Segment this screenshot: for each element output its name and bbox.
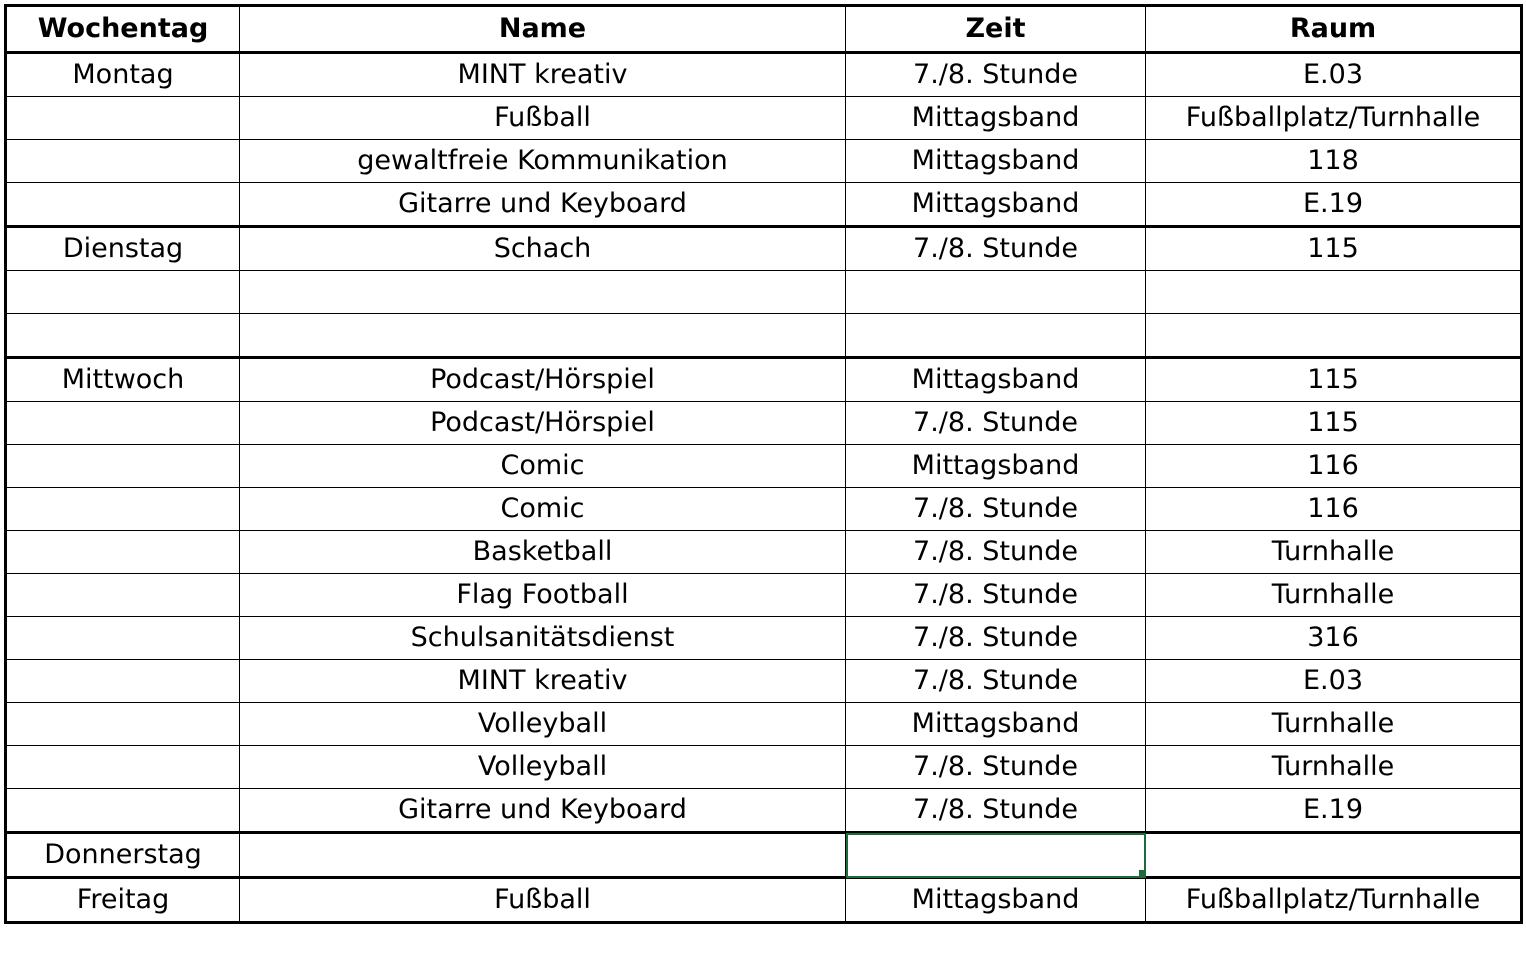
cell-zeit[interactable]: 7./8. Stunde <box>846 660 1146 703</box>
cell-wochentag[interactable] <box>6 703 240 746</box>
table-row <box>6 746 1522 789</box>
cell-zeit[interactable]: Mittagsband <box>846 140 1146 183</box>
cell-wochentag[interactable] <box>6 488 240 531</box>
cell-zeit[interactable]: 7./8. Stunde <box>846 574 1146 617</box>
cell-wochentag[interactable] <box>6 746 240 789</box>
cell-wochentag[interactable] <box>6 271 240 314</box>
cell-raum[interactable]: Turnhalle <box>1146 746 1522 789</box>
cell-raum[interactable]: E.03 <box>1146 660 1522 703</box>
cell-name[interactable]: Volleyball <box>240 703 846 746</box>
table-row <box>6 140 1522 183</box>
cell-raum[interactable]: 116 <box>1146 445 1522 488</box>
cell-zeit[interactable]: 7./8. Stunde <box>846 531 1146 574</box>
table-row <box>6 789 1522 833</box>
cell-wochentag[interactable]: Donnerstag <box>6 833 240 878</box>
cell-raum[interactable]: Turnhalle <box>1146 574 1522 617</box>
cell-zeit[interactable]: 7./8. Stunde <box>846 617 1146 660</box>
cell-name[interactable]: Comic <box>240 488 846 531</box>
cell-name[interactable]: Podcast/Hörspiel <box>240 358 846 402</box>
cell-zeit[interactable] <box>846 314 1146 358</box>
cell-raum[interactable]: Turnhalle <box>1146 703 1522 746</box>
table-row <box>6 53 1522 97</box>
cell-raum[interactable]: E.19 <box>1146 183 1522 227</box>
cell-raum[interactable]: 115 <box>1146 402 1522 445</box>
cell-zeit[interactable]: 7./8. Stunde <box>846 789 1146 833</box>
cell-raum[interactable]: Turnhalle <box>1146 531 1522 574</box>
cell-name[interactable]: Podcast/Hörspiel <box>240 402 846 445</box>
cell-name[interactable]: Comic <box>240 445 846 488</box>
cell-wochentag[interactable]: Mittwoch <box>6 358 240 402</box>
table-row <box>6 833 1522 878</box>
cell-wochentag[interactable] <box>6 617 240 660</box>
table-row <box>6 227 1522 271</box>
cell-wochentag[interactable] <box>6 97 240 140</box>
cell-name[interactable]: Schach <box>240 227 846 271</box>
cell-name[interactable]: Gitarre und Keyboard <box>240 789 846 833</box>
column-header-name[interactable]: Name <box>240 6 846 53</box>
cell-raum[interactable]: 115 <box>1146 227 1522 271</box>
cell-wochentag[interactable] <box>6 660 240 703</box>
table-row <box>6 358 1522 402</box>
cell-zeit[interactable]: Mittagsband <box>846 445 1146 488</box>
cell-raum[interactable] <box>1146 271 1522 314</box>
table-row <box>6 878 1522 923</box>
cell-name[interactable] <box>240 314 846 358</box>
cell-wochentag[interactable] <box>6 402 240 445</box>
cell-name[interactable]: Fußball <box>240 878 846 923</box>
cell-zeit[interactable]: 7./8. Stunde <box>846 227 1146 271</box>
cell-zeit[interactable]: Mittagsband <box>846 878 1146 923</box>
table-row <box>6 271 1522 314</box>
cell-raum[interactable]: Fußballplatz/Turnhalle <box>1146 97 1522 140</box>
table-row <box>6 445 1522 488</box>
cell-name[interactable]: Flag Football <box>240 574 846 617</box>
header-row <box>6 6 1522 53</box>
table-row <box>6 660 1522 703</box>
table-row <box>6 97 1522 140</box>
cell-wochentag[interactable] <box>6 574 240 617</box>
cell-name[interactable] <box>240 833 846 878</box>
timetable <box>4 4 1523 924</box>
cell-raum[interactable]: E.19 <box>1146 789 1522 833</box>
cell-zeit[interactable]: 7./8. Stunde <box>846 746 1146 789</box>
cell-raum[interactable]: 115 <box>1146 358 1522 402</box>
cell-name[interactable]: Fußball <box>240 97 846 140</box>
table-row <box>6 617 1522 660</box>
table-row <box>6 703 1522 746</box>
cell-wochentag[interactable] <box>6 183 240 227</box>
table-row <box>6 574 1522 617</box>
cell-name[interactable]: gewaltfreie Kommunikation <box>240 140 846 183</box>
column-header-raum[interactable]: Raum <box>1146 6 1522 53</box>
cell-zeit[interactable]: 7./8. Stunde <box>846 488 1146 531</box>
cell-name[interactable]: MINT kreativ <box>240 660 846 703</box>
table-row <box>6 402 1522 445</box>
cell-wochentag[interactable]: Montag <box>6 53 240 97</box>
cell-raum[interactable] <box>1146 314 1522 358</box>
table-row <box>6 488 1522 531</box>
cell-name[interactable] <box>240 271 846 314</box>
cell-zeit[interactable]: 7./8. Stunde <box>846 53 1146 97</box>
cell-name[interactable]: Volleyball <box>240 746 846 789</box>
table-row <box>6 531 1522 574</box>
cell-name[interactable]: Basketball <box>240 531 846 574</box>
cell-zeit-selected[interactable] <box>846 833 1146 878</box>
cell-zeit[interactable]: 7./8. Stunde <box>846 402 1146 445</box>
table-row <box>6 183 1522 227</box>
column-header-wochentag[interactable]: Wochentag <box>6 6 240 53</box>
cell-wochentag[interactable]: Dienstag <box>6 227 240 271</box>
cell-raum[interactable] <box>1146 833 1522 878</box>
cell-zeit[interactable] <box>846 271 1146 314</box>
cell-raum[interactable]: 116 <box>1146 488 1522 531</box>
cell-wochentag[interactable] <box>6 314 240 358</box>
cell-name[interactable]: Schulsanitätsdienst <box>240 617 846 660</box>
cell-name[interactable]: Gitarre und Keyboard <box>240 183 846 227</box>
cell-wochentag[interactable] <box>6 789 240 833</box>
cell-zeit[interactable]: Mittagsband <box>846 183 1146 227</box>
cell-zeit[interactable]: Mittagsband <box>846 703 1146 746</box>
cell-zeit[interactable]: Mittagsband <box>846 97 1146 140</box>
fill-handle[interactable] <box>1139 870 1146 877</box>
cell-raum[interactable]: 118 <box>1146 140 1522 183</box>
cell-wochentag[interactable] <box>6 140 240 183</box>
cell-wochentag[interactable]: Freitag <box>6 878 240 923</box>
cell-wochentag[interactable] <box>6 445 240 488</box>
cell-name[interactable]: MINT kreativ <box>240 53 846 97</box>
cell-zeit[interactable]: Mittagsband <box>846 358 1146 402</box>
cell-wochentag[interactable] <box>6 531 240 574</box>
table-row <box>6 314 1522 358</box>
cell-raum[interactable]: E.03 <box>1146 53 1522 97</box>
column-header-zeit[interactable]: Zeit <box>846 6 1146 53</box>
cell-raum[interactable]: 316 <box>1146 617 1522 660</box>
table-body <box>6 53 1522 923</box>
cell-raum[interactable]: Fußballplatz/Turnhalle <box>1146 878 1522 923</box>
